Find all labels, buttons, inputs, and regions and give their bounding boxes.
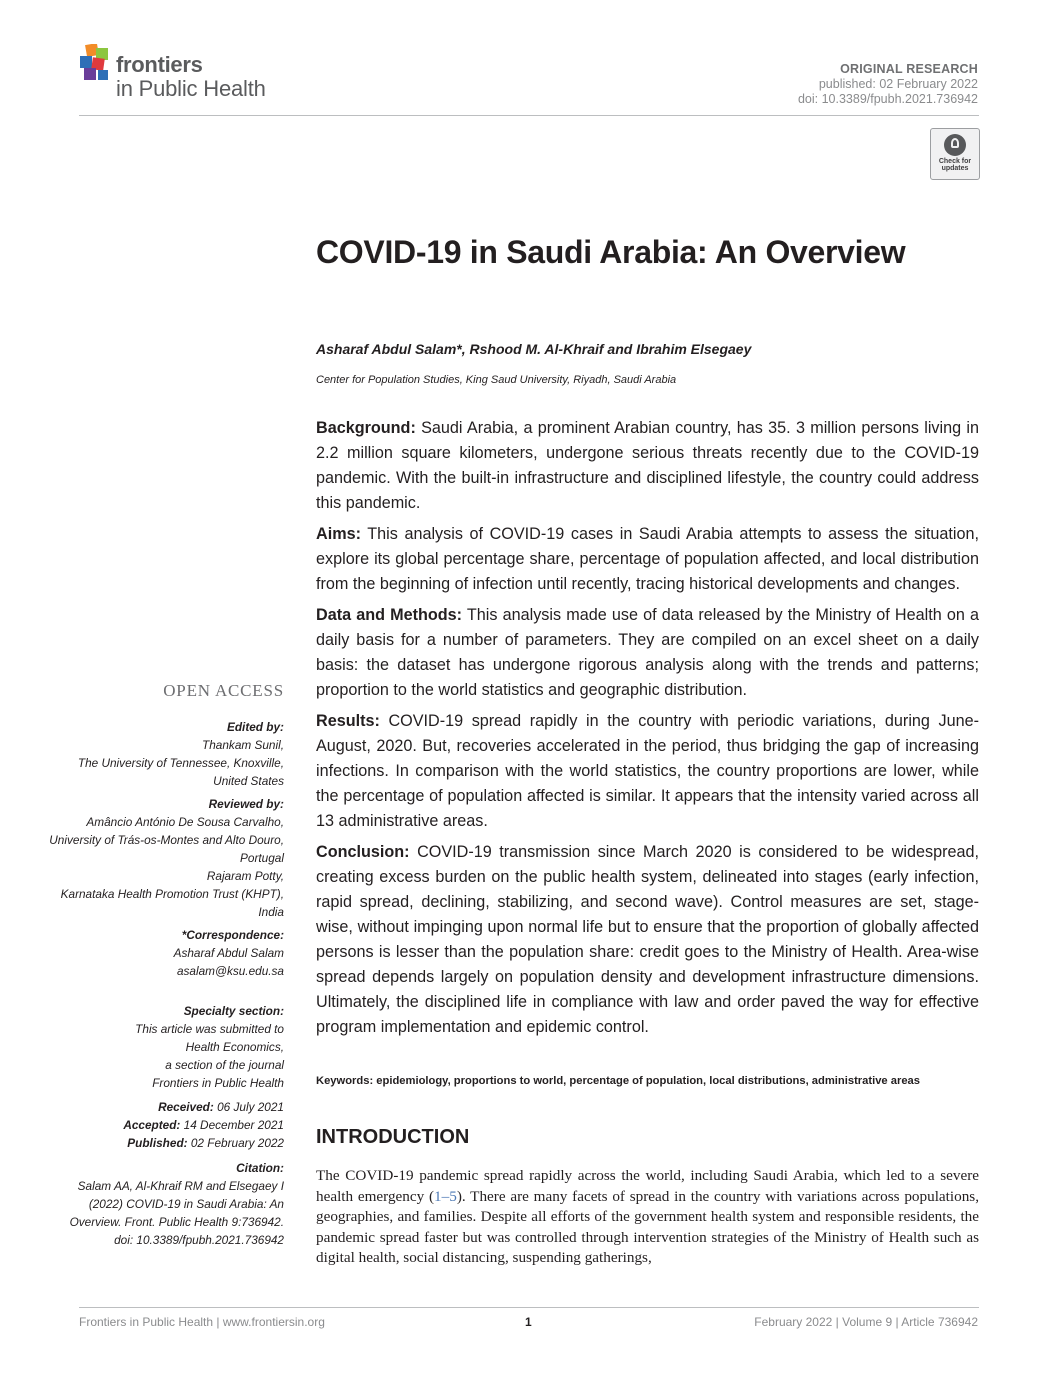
journal-logo[interactable] bbox=[78, 44, 298, 104]
footer-journal-link[interactable]: Frontiers in Public Health | www.frontiersin.org bbox=[79, 1315, 325, 1329]
citation-text: Salam AA, Al-Khraif RM and Elsegaey I (2022) COVID-19 in Saudi Arabia: An Overview. Front. Public Health 9:736942. doi: 10.3389/fpubh.2021.736942 bbox=[69, 1179, 284, 1247]
received-date: 06 July 2021 bbox=[213, 1100, 284, 1114]
accepted-row bbox=[44, 1116, 284, 1134]
section-text: This analysis made use of data released by the Ministry of Health on a daily basis for a number of parameters. They are compiled on an excel sheet on a daily basis: the dataset has undergone rigorous analysis along with the trends and patterns; proportion to the world statistics and geographic distribution. bbox=[316, 606, 979, 699]
specialty-section bbox=[44, 1002, 284, 1092]
section-label: Data and Methods: bbox=[316, 606, 463, 624]
section-label: Aims: bbox=[316, 525, 361, 543]
section-label: Conclusion: bbox=[316, 843, 410, 861]
correspondence-info bbox=[44, 926, 284, 980]
editor-info bbox=[44, 718, 284, 790]
correspondence-email[interactable]: asalam@ksu.edu.sa bbox=[176, 964, 284, 978]
reviewed-by-label: Reviewed by: bbox=[208, 797, 284, 811]
editor-name[interactable]: Thankam Sunil, bbox=[202, 738, 284, 752]
published-row bbox=[44, 1134, 284, 1152]
journal-name-line2: in Public Health bbox=[116, 76, 266, 101]
abstract-conclusion bbox=[316, 840, 979, 1040]
open-access-label: OPEN ACCESS bbox=[163, 681, 284, 700]
abstract bbox=[316, 416, 979, 1046]
specialty-text: This article was submitted to bbox=[135, 1022, 284, 1036]
introduction-text bbox=[316, 1166, 979, 1269]
reviewer-name[interactable]: Rajaram Potty, bbox=[206, 869, 284, 883]
published-label: Published: bbox=[127, 1136, 188, 1150]
section-label: Background: bbox=[316, 419, 416, 437]
frontiers-logo-icon bbox=[78, 44, 112, 84]
section-label: Results: bbox=[316, 712, 380, 730]
abstract-background bbox=[316, 416, 979, 516]
accepted-label: Accepted: bbox=[123, 1118, 181, 1132]
section-text: This analysis of COVID-19 cases in Saudi Arabia attempts to assess the situation, explore its global percentage share, percentage of population affected, and local distribution from the beginning of infection until recently, tracing historical developments and changes. bbox=[316, 525, 979, 593]
edited-by-label: Edited by: bbox=[226, 720, 284, 734]
reviewer-affiliation: Karnataka Health Promotion Trust (KHPT), India bbox=[60, 887, 284, 919]
bookmark-icon bbox=[944, 134, 966, 156]
accepted-date: 14 December 2021 bbox=[180, 1118, 284, 1132]
intro-text-part: ). There are many facets of spread in the country with variations across populations, geographies, and families. Despite all efforts of the government health system and responsible residents, the pandemic spread faster but was controlled through intervention strategies of the Ministry of Health such as digital health, social distancing, suspending gatherings, bbox=[316, 1187, 979, 1266]
section-text: COVID-19 transmission since March 2020 is considered to be widespread, creating excess burden on the public health system, delineated into stages (early infection, rapid spread, declining, stabilizing, and second wave). Control measures are set, stage-wise, without impinging upon normal life but to ensure that the proportion of globally affected persons is lesser than the population share: credit goes to the Ministry of Health. Area-wise spread depends largely on population density and development infrastructure dimensions. Ultimately, the disciplined life in compliance with law and order paved the way for effective program implementation and epidemic control. bbox=[316, 843, 979, 1036]
section-text: COVID-19 spread rapidly in the country with periodic variations, during June-August, 2020. But, recoveries accelerated in the period, thus bridging the gap of increasing infections. In comparison with the world statistics, the country proportions are lower, while the percentage of population affected is similar. It appears that the intensity varied across all 13 administrative areas. bbox=[316, 712, 979, 830]
footer-issue-info: February 2022 | Volume 9 | Article 736942 bbox=[754, 1315, 978, 1329]
citation-info bbox=[69, 1159, 284, 1249]
abstract-methods bbox=[316, 603, 979, 703]
introduction-heading: INTRODUCTION bbox=[316, 1126, 470, 1148]
section-text: Saudi Arabia, a prominent Arabian country, has 35. 3 million persons living in 2.2 million square kilometers, undergone serious threats recently due to the COVID-19 pandemic. With the built-in infrastructure and disciplined lifestyle, the country could address this pandemic. bbox=[316, 419, 979, 512]
article-dates bbox=[44, 1098, 284, 1152]
article-meta bbox=[798, 62, 978, 107]
affiliation: Center for Population Studies, King Saud University, Riyadh, Saudi Arabia bbox=[316, 374, 677, 386]
author-list[interactable]: Asharaf Abdul Salam*, Rshood M. Al-Khraif and Ibrahim Elsegaey bbox=[316, 341, 752, 357]
check-for-updates-button[interactable] bbox=[930, 128, 980, 180]
reviewer-name[interactable]: Amâncio António De Sousa Carvalho, bbox=[86, 815, 284, 829]
keywords: Keywords: epidemiology, proportions to world, percentage of population, local distributions, administrative areas bbox=[316, 1075, 920, 1087]
reviewer-affiliation: University of Trás-os-Montes and Alto Douro, Portugal bbox=[49, 833, 284, 865]
received-row bbox=[44, 1098, 284, 1116]
specialty-text: Frontiers in Public Health bbox=[152, 1076, 284, 1090]
specialty-text: Health Economics, bbox=[185, 1040, 284, 1054]
check-updates-label-2: updates bbox=[941, 165, 969, 172]
published-date: published: 02 February 2022 bbox=[818, 77, 978, 91]
citation-label: Citation: bbox=[236, 1161, 284, 1175]
check-updates-label: Check for bbox=[938, 158, 972, 165]
intro-text-part: The COVID-19 pandemic spread rapidly across the world, including Saudi Arabia, which led to a severe health emergency ( bbox=[316, 1167, 979, 1205]
correspondence-label: *Correspondence: bbox=[181, 928, 284, 942]
reference-link[interactable]: 1–5 bbox=[434, 1187, 457, 1205]
article-title: COVID-19 in Saudi Arabia: An Overview bbox=[316, 234, 906, 270]
journal-name-line1: frontiers bbox=[116, 52, 203, 77]
reviewer-info bbox=[44, 795, 284, 921]
page-number: 1 bbox=[525, 1315, 532, 1329]
header-divider bbox=[79, 115, 979, 116]
abstract-results bbox=[316, 709, 979, 834]
article-type: ORIGINAL RESEARCH bbox=[840, 62, 978, 76]
received-label: Received: bbox=[158, 1100, 214, 1114]
specialty-label: Specialty section: bbox=[183, 1004, 284, 1018]
doi-link[interactable]: doi: 10.3389/fpubh.2021.736942 bbox=[797, 92, 978, 106]
editor-affiliation: The University of Tennessee, Knoxville, United States bbox=[77, 756, 284, 788]
specialty-text: a section of the journal bbox=[165, 1058, 284, 1072]
footer-divider bbox=[79, 1307, 979, 1308]
abstract-aims bbox=[316, 522, 979, 597]
published-date-side: 02 February 2022 bbox=[187, 1136, 284, 1150]
correspondence-name: Asharaf Abdul Salam bbox=[173, 946, 284, 960]
